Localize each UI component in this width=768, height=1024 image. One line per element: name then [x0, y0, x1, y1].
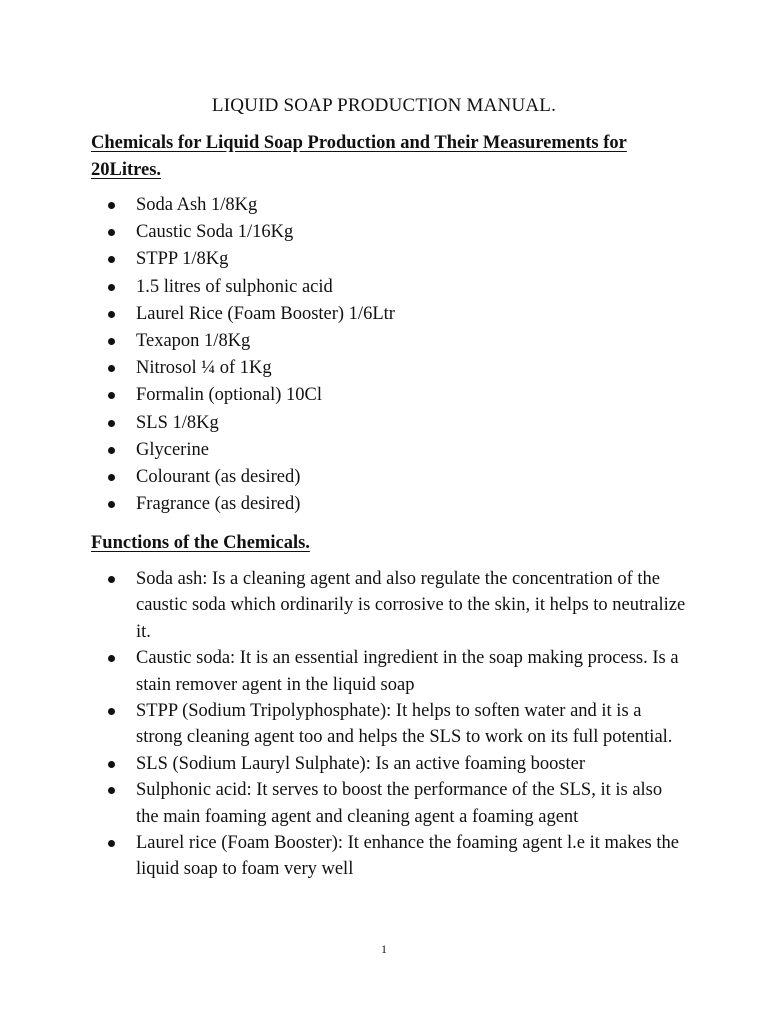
chemicals-list — [108, 192, 688, 518]
list-item: Soda Ash 1/8Kg — [108, 192, 688, 219]
bullet-icon — [108, 787, 115, 794]
list-item: Laurel rice (Foam Booster): It enhance the foaming agent l.e it makes the liquid soap to foam very well — [108, 830, 688, 883]
bullet-icon — [108, 501, 115, 508]
section-heading-functions: Functions of the Chemicals. — [91, 533, 310, 553]
list-item: Soda ash: Is a cleaning agent and also regulate the concentration of the caustic soda which ordinarily is corrosive to the skin, it helps to neutralize it. — [108, 566, 688, 645]
bullet-icon — [108, 392, 115, 399]
list-item: Caustic soda: It is an essential ingredient in the soap making process. Is a stain remover agent in the liquid soap — [108, 645, 688, 698]
bullet-icon — [108, 229, 115, 236]
bullet-icon — [108, 576, 115, 583]
document-title: LIQUID SOAP PRODUCTION MANUAL. — [211, 95, 557, 116]
list-item: Laurel Rice (Foam Booster) 1/6Ltr — [108, 301, 688, 328]
section-heading-chemicals: Chemicals for Liquid Soap Production and Their Measurements for 20Litres. — [91, 133, 627, 180]
list-item: SLS (Sodium Lauryl Sulphate): Is an active foaming booster — [108, 751, 688, 777]
list-item: Colourant (as desired) — [108, 464, 688, 491]
list-item: Caustic Soda 1/16Kg — [108, 219, 688, 246]
list-item: SLS 1/8Kg — [108, 410, 688, 437]
bullet-icon — [108, 761, 115, 768]
bullet-icon — [108, 840, 115, 847]
bullet-icon — [108, 202, 115, 209]
list-item: STPP (Sodium Tripolyphosphate): It helps to soften water and it is a strong cleaning agent too and helps the SLS to work on its full potential. — [108, 698, 688, 751]
bullet-icon — [108, 256, 115, 263]
functions-list — [108, 566, 688, 883]
bullet-icon — [108, 447, 115, 454]
list-item: 1.5 litres of sulphonic acid — [108, 274, 688, 301]
bullet-icon — [108, 311, 115, 318]
bullet-icon — [108, 420, 115, 427]
list-item: Texapon 1/8Kg — [108, 328, 688, 355]
list-item: Nitrosol ¼ of 1Kg — [108, 355, 688, 382]
list-item: Glycerine — [108, 437, 688, 464]
bullet-icon — [108, 655, 115, 662]
list-item: Fragrance (as desired) — [108, 491, 688, 518]
bullet-icon — [108, 708, 115, 715]
bullet-icon — [108, 474, 115, 481]
list-item: STPP 1/8Kg — [108, 246, 688, 273]
list-item: Sulphonic acid: It serves to boost the performance of the SLS, it is also the main foaming agent and cleaning agent a foaming agent — [108, 777, 688, 830]
bullet-icon — [108, 338, 115, 345]
page-number: 1 — [381, 942, 387, 956]
list-item: Formalin (optional) 10Cl — [108, 382, 688, 409]
bullet-icon — [108, 365, 115, 372]
bullet-icon — [108, 284, 115, 291]
